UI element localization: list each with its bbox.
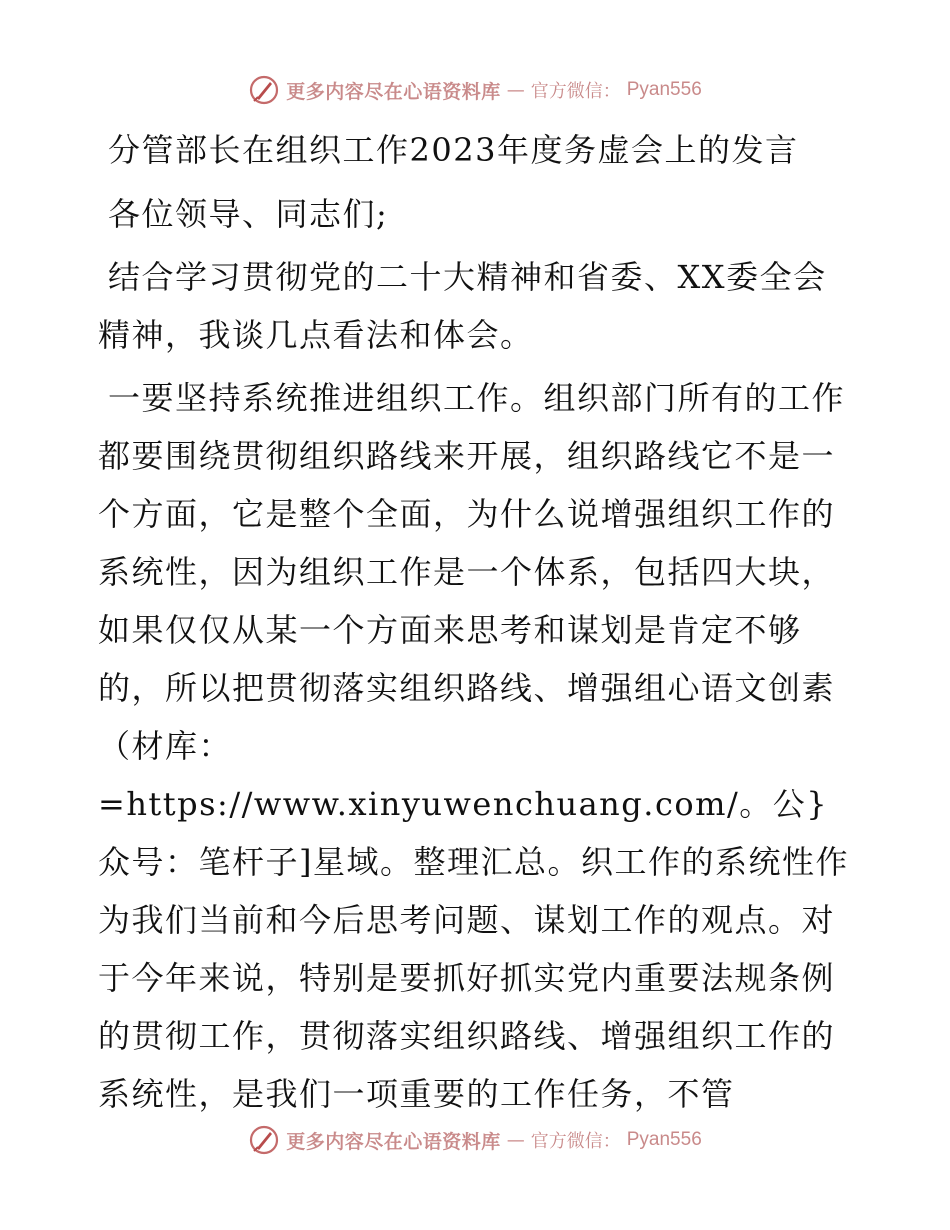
intro-paragraph: 结合学习贯彻党的二十大精神和省委、XX委全会精神，我谈几点看法和体会。 [98,258,827,354]
watermark-wechat-id: Pyan556 [626,1129,702,1150]
watermark-dash: — [506,1129,525,1151]
watermark-label: 官方微信： [530,81,621,102]
watermark-dash: — [506,79,525,101]
greeting-paragraph: 各位领导、同志们; [108,195,389,233]
watermark-wechat-id: Pyan556 [626,79,702,100]
watermark-brand-text: 更多内容尽在心语资料库 [286,1130,501,1153]
quill-logo-icon [248,74,280,106]
quill-logo-icon [248,1124,280,1156]
body-paragraph: 一要坚持系统推进组织工作。组织部门所有的工作都要围绕贯彻组织路线来开展，组织路线它不是一个方面，它是整个全面，为什么说增强组织工作的系统性，因为组织工作是一个体系，包括四大块，如果仅仅从某一个方面来思考和谋划是肯定不够的，所以把贯彻落实组织路线、增强组心语文创素（材库：=https://www.xinyuwenchuang.com/。公}众号：笔杆子]星域。整理汇总。织工作的系统性作为我们当前和今后思考问题、谋划工作的观点。对于今年来说，特别是要抓好抓实党内重要法规条例的贯彻工作，贯彻落实组织路线、增强组织工作的系统性，是我们一项重要的工作任务，不管 [98,379,849,1113]
watermark-label: 官方微信： [530,1131,621,1152]
document-title: 分管部长在组织工作2023年度务虚会上的发言 [108,131,799,169]
footer-watermark [0,1120,950,1160]
document-body [98,120,850,1123]
header-watermark [0,70,950,110]
watermark-brand-text: 更多内容尽在心语资料库 [286,80,501,103]
